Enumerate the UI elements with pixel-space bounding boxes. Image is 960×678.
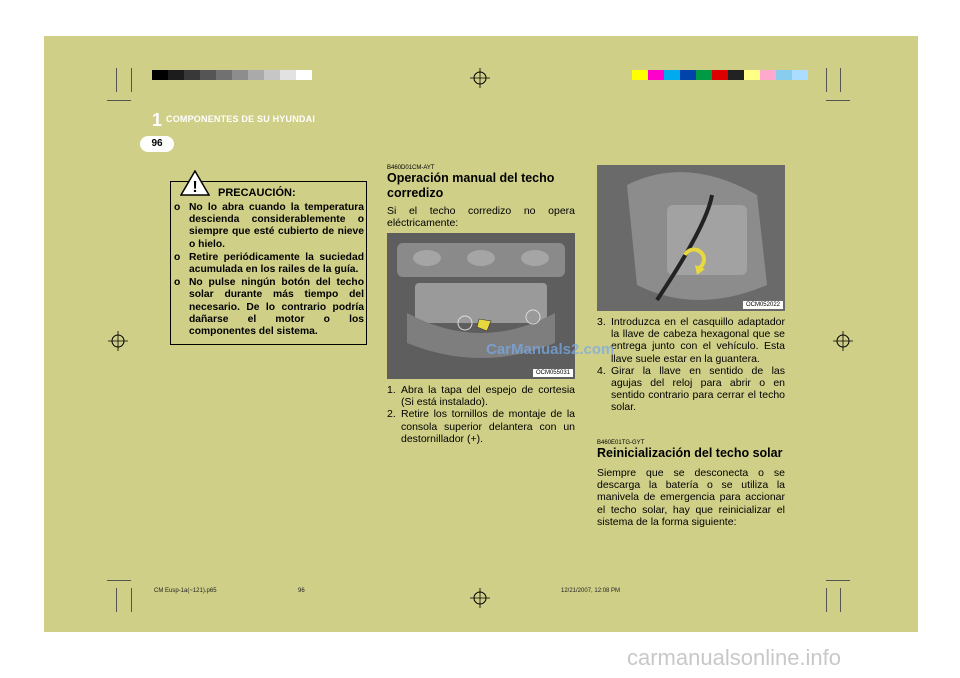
calibration-swatch — [248, 70, 264, 80]
list-item-text: Retire periódicamente la suciedad acumulada en los railes de la guía. — [189, 251, 364, 276]
list-item-text: Introduzca en el casquillo adaptador la llave de cabeza hexagonal que se entrega junto con el vehículo. Esta llave suele estar en la guantera. — [611, 316, 785, 365]
calibration-swatch — [680, 70, 696, 80]
list-item-text: Girar la llave en sentido de las agujas del reloj para abrir o en sentido contrario para cerrar el techo solar. — [611, 364, 785, 414]
registration-mark-icon — [470, 68, 490, 88]
calibration-swatch — [744, 70, 760, 80]
section-title: Operación manual del techo corredizo — [387, 171, 555, 200]
footer-page: 96 — [298, 588, 305, 594]
section-intro: Si el techo corredizo no opera eléctricamente: — [387, 205, 575, 230]
step-number: 3. — [597, 316, 606, 328]
list-item-text: Abra la tapa del espejo de cortesia (Si está instalado). — [401, 384, 575, 409]
calibration-swatch — [760, 70, 776, 80]
list-item — [174, 202, 364, 251]
hex-key-illustration — [597, 165, 785, 311]
list-item-text: No lo abra cuando la temperatura descienda considerablemente o siempre que esté cubierto de nieve o hielo. — [189, 202, 364, 250]
step-number: 1. — [387, 384, 396, 396]
steps-list — [597, 316, 785, 414]
calibration-swatch — [776, 70, 792, 80]
list-item — [387, 408, 575, 445]
steps-list — [387, 384, 575, 445]
section-code: B460E01TG-GYT — [597, 440, 645, 446]
calibration-swatch — [696, 70, 712, 80]
list-item — [387, 384, 575, 408]
list-item — [597, 316, 785, 365]
step-number: 4. — [597, 364, 606, 377]
calibration-swatch — [216, 70, 232, 80]
warning-triangle-icon — [180, 170, 210, 196]
page-number: 96 — [140, 136, 174, 152]
section-code: B460D01CM-AYT — [387, 165, 435, 171]
list-item-text: Retire los tornillos de montaje de la consola superior delantera con un destornillador (+). — [401, 408, 575, 445]
list-item — [174, 252, 364, 276]
overlay-watermark: CarManuals2.com — [486, 341, 615, 358]
list-item — [174, 277, 364, 338]
registration-mark-icon — [108, 331, 128, 351]
step-number: 2. — [387, 408, 396, 421]
calibration-swatch — [728, 70, 744, 80]
footer-file: CM Eusp-1a(~121).p65 — [154, 588, 217, 594]
section-title: Reinicialización del techo solar — [597, 446, 783, 460]
warning-list — [174, 202, 364, 339]
warning-title: PRECAUCIÓN: — [218, 187, 296, 199]
list-bullet: o — [174, 251, 181, 263]
calibration-swatch — [296, 70, 312, 80]
calibration-swatch — [280, 70, 296, 80]
glovebox-photo — [597, 165, 785, 311]
registration-mark-icon — [470, 588, 490, 608]
calibration-swatch — [712, 70, 728, 80]
chapter-number: 1 — [152, 110, 163, 130]
photo-code: OCM052022 — [743, 301, 783, 309]
calibration-swatch — [664, 70, 680, 80]
grayscale-calibration-bar — [152, 70, 312, 80]
registration-mark-icon — [833, 331, 853, 351]
photo-code: OCM055031 — [533, 369, 573, 377]
svg-text:!: ! — [192, 179, 198, 196]
calibration-swatch — [184, 70, 200, 80]
calibration-swatch — [200, 70, 216, 80]
list-bullet: o — [174, 202, 181, 213]
chapter-title: COMPONENTES DE SU HYUNDAI — [166, 114, 316, 124]
section-body: Siempre que se desconecta o se descarga la batería o se utiliza la manivela de emergencia para accionar el techo solar, hay que reinicializar el sistema de la forma siguiente: — [597, 467, 785, 528]
calibration-swatch — [632, 70, 648, 80]
calibration-swatch — [792, 70, 808, 80]
calibration-swatch — [152, 70, 168, 80]
list-item — [597, 365, 785, 414]
footer-datetime: 12/21/2007, 12:08 PM — [561, 588, 621, 594]
list-item-text: No pulse ningún botón del techo solar durante más tiempo del necesario. De lo contrario podría dañarse el motor o los componentes del sistema. — [189, 277, 364, 338]
calibration-swatch — [168, 70, 184, 80]
color-calibration-bar — [632, 70, 808, 80]
calibration-swatch — [264, 70, 280, 80]
list-bullet: o — [174, 277, 181, 289]
site-watermark: carmanualsonline.info — [627, 645, 842, 670]
calibration-swatch — [232, 70, 248, 80]
calibration-swatch — [648, 70, 664, 80]
